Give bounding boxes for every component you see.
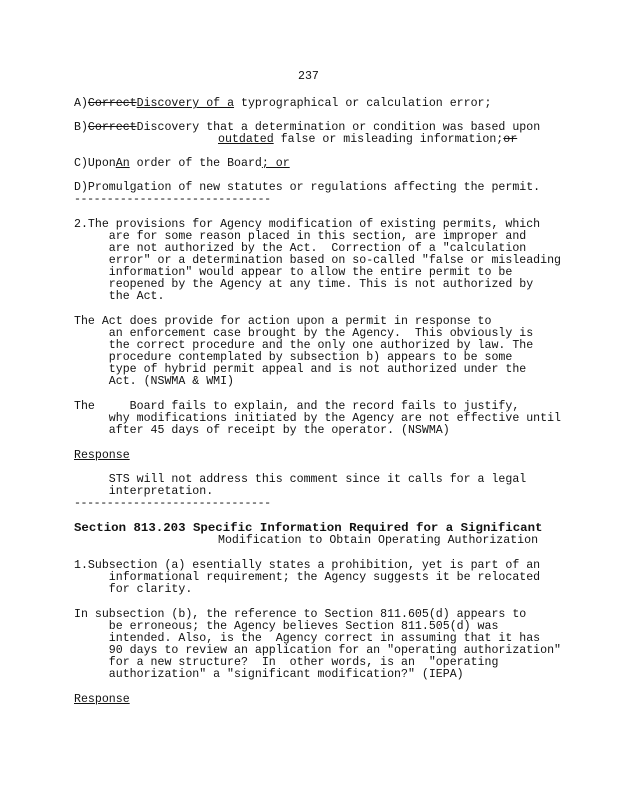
comment-sub-a-line: 1.Subsection (a) esentially states a prohibition, yet is part of an bbox=[74, 559, 541, 572]
comment-sub-b-line: authorization" a "significant modification?" (IEPA) bbox=[74, 668, 464, 681]
item-a bbox=[74, 98, 491, 111]
section-heading-subtitle: Modification to Obtain Operating Authorization bbox=[218, 534, 539, 547]
item-c-end: ; or bbox=[261, 157, 290, 170]
item-b-line2 bbox=[218, 134, 517, 147]
item-b-strike-or: or bbox=[503, 133, 518, 146]
item-c-prefix: C)Upon bbox=[74, 157, 116, 170]
item-a-rest: typrographical or calculation error; bbox=[234, 97, 492, 110]
response-label: Response bbox=[74, 449, 130, 462]
comment-sub-b-line: 90 days to review an application for an "operating authorization" bbox=[74, 644, 562, 657]
divider-2: ------------------------------ bbox=[74, 497, 271, 510]
item-b-outdated: outdated bbox=[218, 133, 274, 146]
comment-sub-a-line: for clarity. bbox=[74, 583, 193, 596]
comment-2-line: information" would appear to allow the entire permit to be bbox=[74, 266, 513, 279]
item-b-prefix: B) bbox=[74, 121, 88, 134]
page-number: 237 bbox=[298, 70, 319, 83]
comment-2-line: the Act. bbox=[74, 290, 165, 303]
comment-act-line: an enforcement case brought by the Agency. This obviously is bbox=[74, 327, 534, 340]
item-b-rest: Discovery that a determination or condition was based upon bbox=[136, 121, 541, 134]
comment-2-line: reopened by the Agency at any time. This is not authorized by bbox=[74, 278, 534, 291]
comment-sub-b-line: intended. Also, is the Agency correct in assuming that it has bbox=[74, 632, 541, 645]
divider-1: ------------------------------ bbox=[74, 193, 271, 206]
comment-act-line: Act. (NSWMA & WMI) bbox=[74, 375, 235, 388]
comment-2-line: 2.The provisions for Agency modification of existing permits, which bbox=[74, 218, 541, 231]
section-heading: Section 813.203 Specific Information Required for a Significant bbox=[74, 521, 543, 535]
comment-sub-b-line: be erroneous; the Agency believes Section 811.505(d) was bbox=[74, 620, 499, 633]
comment-sub-b-line: for a new structure? In other words, is an "operating bbox=[74, 656, 499, 669]
item-b-line2-rest: false or misleading information; bbox=[273, 133, 504, 146]
comment-board-line: after 45 days of receipt by the operator. (NSWMA) bbox=[74, 424, 450, 437]
comment-act-line: procedure contemplated by subsection b) appears to be some bbox=[74, 351, 513, 364]
item-c-underlined: An bbox=[115, 157, 130, 170]
item-b-strike: Correct bbox=[87, 121, 137, 134]
response-text-line: STS will not address this comment since it calls for a legal bbox=[74, 473, 527, 486]
item-d: D)Promulgation of new statutes or regulations affecting the permit. bbox=[74, 181, 541, 194]
comment-act-line: type of hybrid permit appeal and is not authorized under the bbox=[74, 363, 527, 376]
item-c bbox=[74, 158, 290, 171]
comment-board-line: why modifications initiated by the Agency are not effective until bbox=[74, 412, 562, 425]
comment-sub-b-line: In subsection (b), the reference to Section 811.605(d) appears to bbox=[74, 608, 527, 621]
comment-2-line: are for some reason placed in this section, are improper and bbox=[74, 230, 527, 243]
item-a-correct: Correct bbox=[87, 97, 137, 110]
comment-act-line: The Act does provide for action upon a permit in response to bbox=[74, 315, 492, 328]
item-c-mid: order of the Board bbox=[129, 157, 262, 170]
comment-act-line: the correct procedure and the only one authorized by law. The bbox=[74, 339, 534, 352]
comment-2-line: error" or a determination based on so-called "false or misleading bbox=[74, 254, 562, 267]
item-a-prefix: A) bbox=[74, 97, 88, 110]
comment-board-line: The Board fails to explain, and the record fails to justify, bbox=[74, 400, 520, 413]
comment-sub-a-line: informational requirement; the Agency suggests it be relocated bbox=[74, 571, 541, 584]
response-text-line: interpretation. bbox=[74, 485, 214, 498]
item-a-underlined: Discovery of a bbox=[136, 97, 235, 110]
response-label-2: Response bbox=[74, 693, 130, 706]
comment-2-line: are not authorized by the Act. Correction of a "calculation bbox=[74, 242, 527, 255]
